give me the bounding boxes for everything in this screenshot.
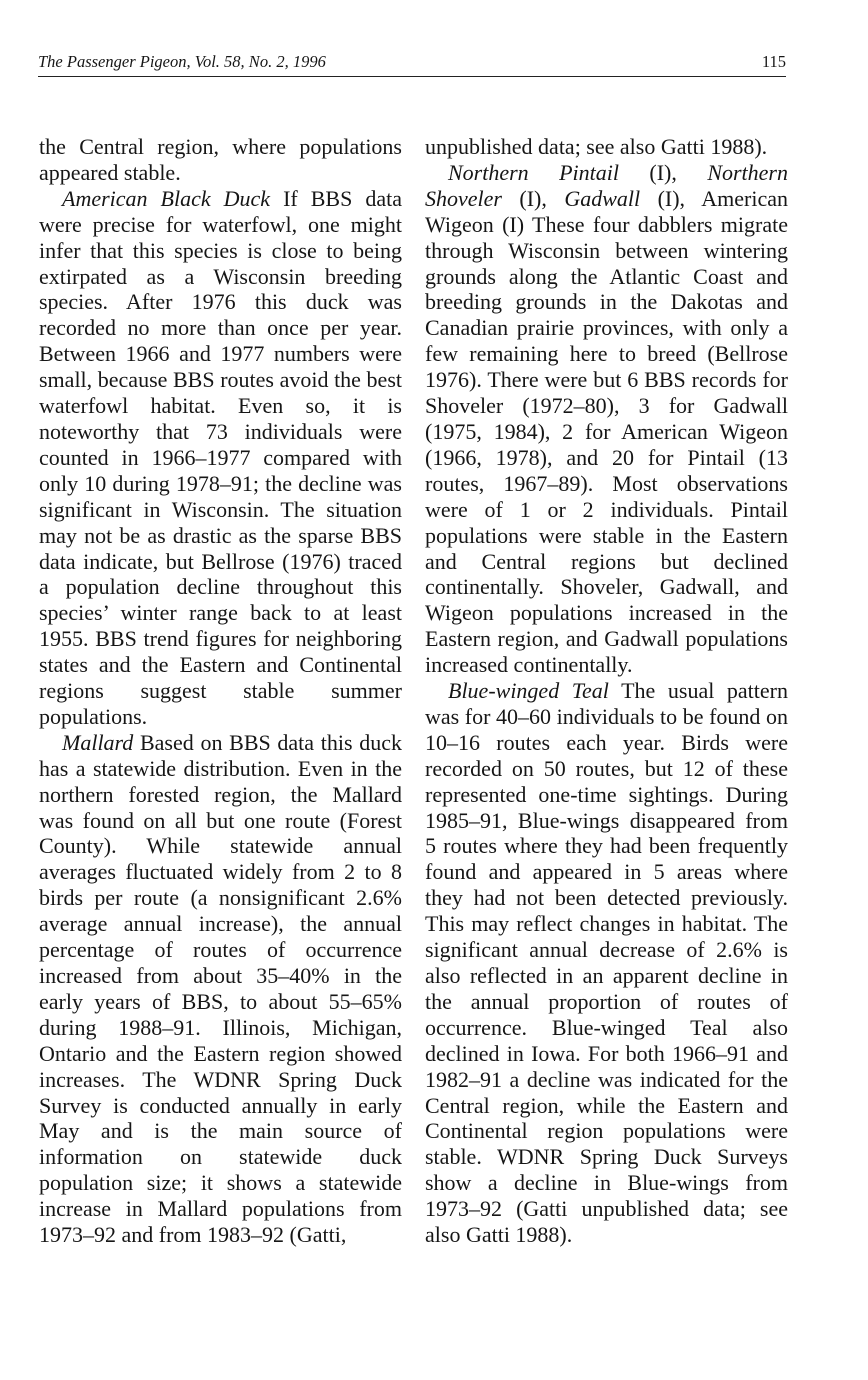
species-heading: American Black Duck [62,185,271,211]
right-column [425,134,788,1248]
paragraph-continuation: unpublished data; see also Gatti 1988). [425,134,768,159]
paragraph-continuation: the Central region, where populations appeared stable. [39,134,402,185]
paragraph-text: If BBS data were precise for waterfowl, one might infer that this species is close to being extirpated as a Wisconsin breeding species. After 1976 this duck was recorded no more than once per year. Between 1966 and 1977 numbers were small, because BBS routes avoid the best waterfowl habitat. Even so, it is noteworthy that 73 individuals were counted in 1966–1977 compared with only 10 during 1978–91; the decline was significant in Wisconsin. The situation may not be as drastic as the sparse BBS data indicate, but Bellrose (1976) traced a population decline throughout this species’ winter range back to at least 1955. BBS trend figures for neighboring states and the Eastern and Continental regions suggest stable summer populations. [39,185,402,729]
running-head [38,52,786,72]
paragraph-text: (I), [501,185,565,211]
species-heading: Gadwall [564,185,641,211]
paragraph-text: Based on BBS data this duck has a statewide distribution. Even in the northern forested region, the Mallard was found on all but one route (Forest County). While statewide annual averages fluctuated widely from 2 to 8 birds per route (a nonsignificant 2.6% average annual increase), the annual percentage of routes of occurrence increased from about 35–40% in the early years of BBS, to about 55–65% during 1988–91. Illinois, Michigan, Ontario and the Eastern region showed increases. The WDNR Spring Duck Survey is conducted annually in early May and is the main source of information on statewide duck population size; it shows a statewide increase in Mallard populations from 1973–92 and from 1983–92 (Gatti, [39,729,402,1248]
header-rule [38,76,786,77]
species-heading: Mallard [62,729,134,755]
paragraph-black-duck [39,186,402,730]
left-column [39,134,402,1248]
species-heading: Blue-winged Teal [448,678,609,704]
paragraph-blue-winged-teal [425,678,788,1248]
page-number: 115 [761,52,786,71]
species-heading: Northern Pintail [448,159,619,185]
paragraph-text: (I), American Wigeon (I) These four dabblers migrate through Wisconsin between wintering grounds along the Atlantic Coast and breeding grounds in the Dakotas and Canadian prairie provinces, with only a few remaining here to breed (Bellrose 1976). There were but 6 BBS records for Shoveler (1972–80), 3 for Gadwall (1975, 1984), 2 for American Wigeon (1966, 1978), and 20 for Pintail (13 routes, 1967–89). Most observations were of 1 or 2 individuals. Pintail populations were stable in the Eastern and Central regions but declined continentally. Shoveler, Gadwall, and Wigeon populations increased in the Eastern region, and Gadwall populations increased continentally. [425,185,788,678]
paragraph-text: The usual pattern was for 40–60 individuals to be found on 10–16 routes each year. Birds were recorded on 50 routes, but 12 of these represented one-time sightings. During 1985–91, Blue-wings disappeared from 5 routes where they had been frequently found and appeared in 5 areas where they had not been detected previously. This may reflect changes in habitat. The significant annual decrease of 2.6% is also reflected in an apparent decline in the annual proportion of routes of occurrence. Blue-winged Teal also declined in Iowa. For both 1966–91 and 1982–91 a decline was indicated for the Central region, while the Eastern and Continental region populations were stable. WDNR Spring Duck Surveys show a decline in Blue-wings from 1973–92 (Gatti unpublished data; see also Gatti 1988). [425,678,788,1248]
paragraph-dabblers [425,160,788,678]
species-heading: Northern Shoveler [425,159,788,211]
paragraph-mallard [39,730,402,1248]
journal-citation: The Passenger Pigeon, Vol. 58, No. 2, 1996 [38,52,326,71]
paragraph-text: (I), [618,159,708,185]
